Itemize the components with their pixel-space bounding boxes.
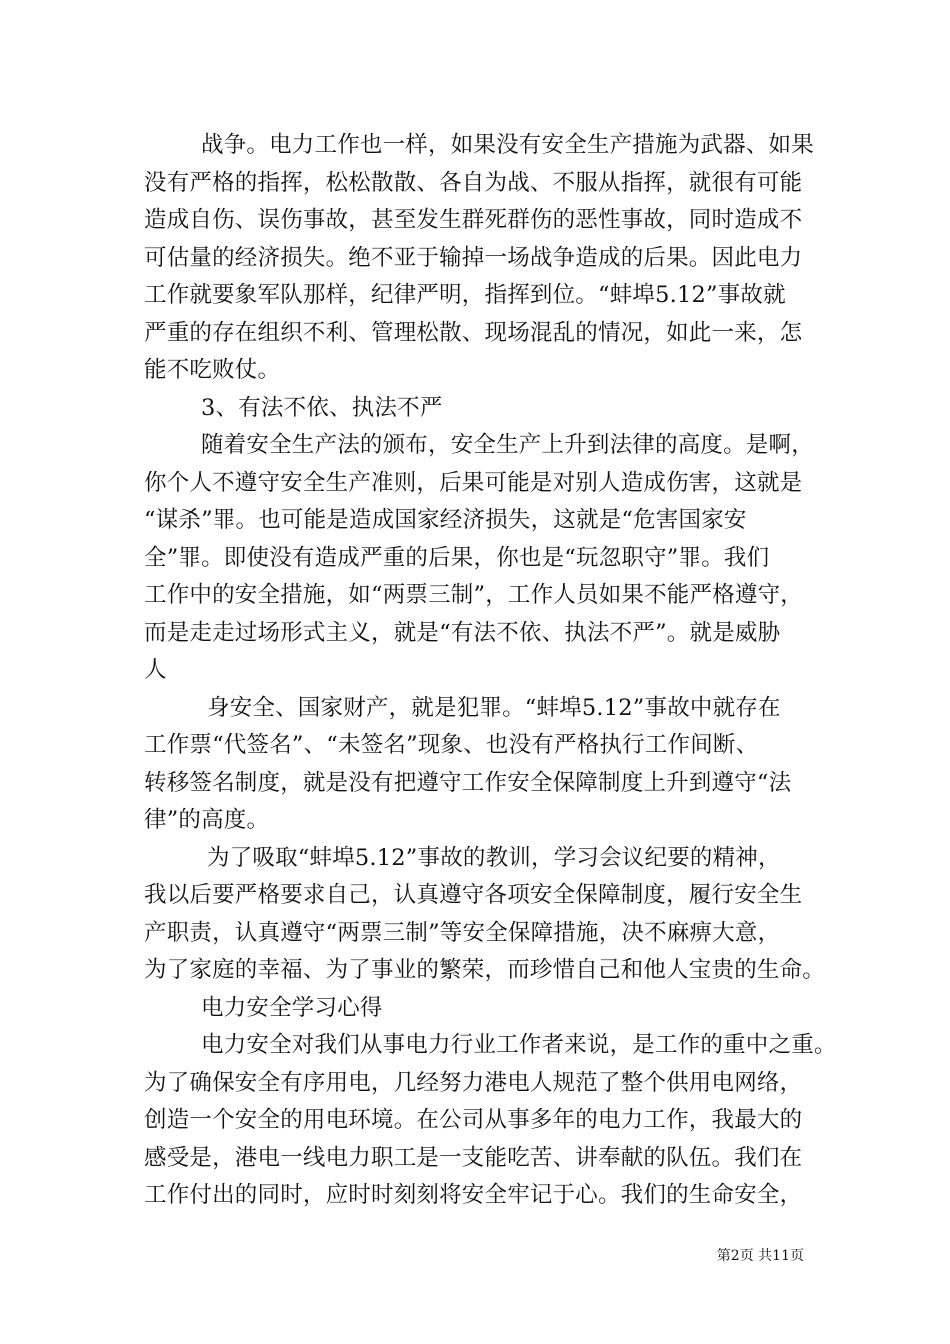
text-line: 律”的高度。 [144,807,270,833]
text-line: 为了家庭的幸福、为了事业的繁荣，而珍惜自己和他人宝贵的生命。 [144,957,826,983]
text-line: 转移签名制度，就是没有把遵守工作安全保障制度上升到遵守“法 [144,769,792,796]
text-line: 你个人不遵守安全生产准则，后果可能是对别人造成伤害，这就是 [144,469,803,496]
text-line: 电力安全对我们从事电力行业工作者来说，是工作的重中之重。 [201,1032,837,1058]
text-line: 工作付出的同时，应时时刻刻将安全牢记于心。我们的生命安全， [144,1182,803,1208]
text-line: 身安全、国家财产，就是犯罪。“蚌埠5.12”事故中就存在 [207,694,781,721]
text-line: 感受是，港电一线电力职工是一支能吃苦、讲奉献的队伍。我们在 [144,1144,803,1171]
text-line: 能不吃败仗。 [144,357,281,383]
text-line: 工作中的安全措施，如“两票三制”，工作人员如果不能严格遵守， [144,582,804,608]
text-line: 战争。电力工作也一样，如果没有安全生产措施为武器、如果 [201,132,814,158]
text-line: 严重的存在组织不利、管理松散、现场混乱的情况，如此一来，怎 [144,319,803,346]
text-line: 而是走走过场形式主义，就是“有法不依、执法不严”。就是威胁 [144,619,781,646]
text-line: 创造一个安全的用电环境。在公司从事多年的电力工作，我最大的 [144,1107,803,1133]
text-line: 全”罪。即使没有造成严重的后果，你也是“玩忽职守”罪。我们 [144,544,770,571]
text-line: 工作票“代签名”、“未签名”现象、也没有严格执行工作间断、 [144,732,759,758]
total-pages: 11 [772,1248,790,1264]
section-title: 电力安全学习心得 [201,994,383,1021]
footer-prefix: 第 [716,1248,731,1264]
page-footer [717,1247,804,1265]
section-heading: 3、有法不依、执法不严 [201,394,443,421]
text-line: 可估量的经济损失。绝不亚于输掉一场战争造成的后果。因此电力 [144,244,803,271]
footer-middle: 页 共 [739,1248,773,1264]
text-line: 没有严格的指挥，松松散散、各自为战、不服从指挥，就很有可能 [144,169,803,196]
text-line: 造成自伤、误伤事故，甚至发生群死群伤的恶性事故，同时造成不 [144,207,803,233]
text-line: 产职责，认真遵守“两票三制”等安全保障措施，决不麻痹大意， [144,919,781,946]
body-text [144,127,837,1215]
text-line: 人 [144,657,167,683]
page-number: 2 [730,1248,740,1264]
text-line: 为了吸取“蚌埠5.12”事故的教训，学习会议纪要的精神， [207,844,781,871]
text-line: 工作就要象军队那样，纪律严明，指挥到位。“蚌埠5.12”事故就 [144,282,786,308]
text-line: 为了确保安全有序用电，几经努力港电人规范了整个供用电网络， [144,1069,803,1096]
text-line: “谋杀”罪。也可能是造成国家经济损失，这就是“危害国家安 [144,507,747,533]
text-line: 我以后要严格要求自己，认真遵守各项安全保障制度，履行安全生 [144,882,803,908]
text-line: 随着安全生产法的颁布，安全生产上升到法律的高度。是啊， [201,432,814,458]
footer-suffix: 页 [790,1248,804,1264]
